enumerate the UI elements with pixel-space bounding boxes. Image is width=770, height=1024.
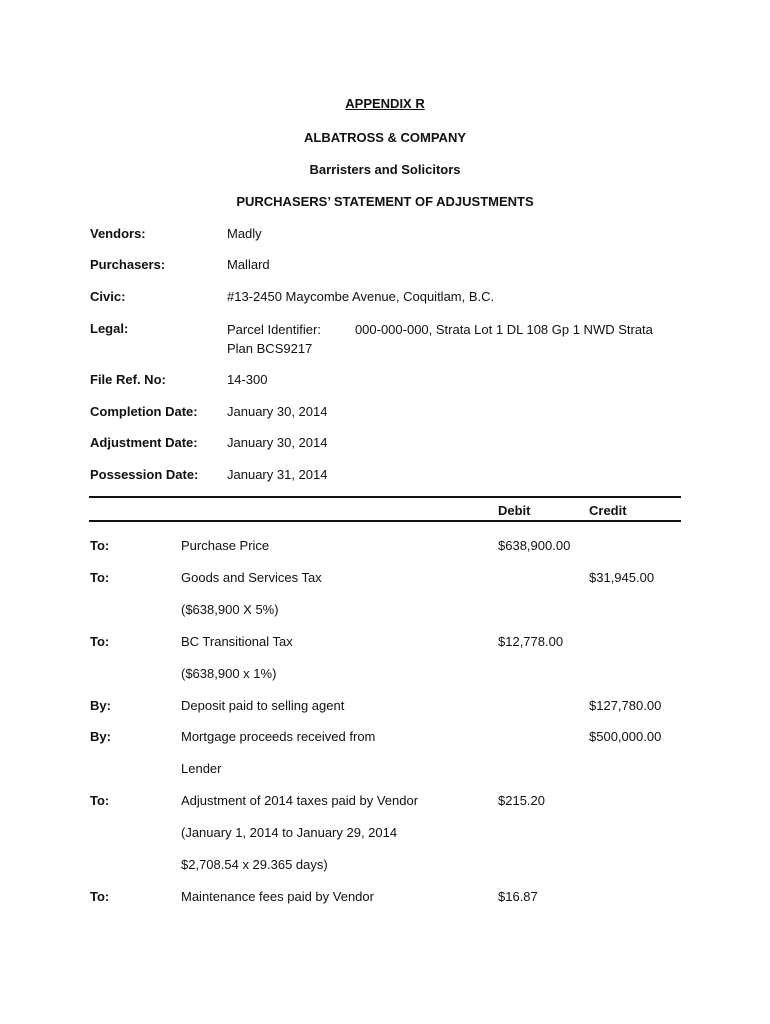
row-description: ($638,900 x 1%) — [181, 666, 277, 681]
row-description: Deposit paid to selling agent — [181, 698, 345, 713]
table-header-rule — [89, 520, 681, 522]
row-debit: $16.87 — [498, 889, 538, 904]
legal-value — [227, 320, 677, 358]
possession-date-label: Possession Date: — [90, 467, 199, 482]
row-type: By: — [90, 698, 111, 713]
row-type: To: — [90, 538, 110, 553]
row-debit: $215.20 — [498, 793, 545, 808]
debit-header: Debit — [498, 503, 531, 518]
statement-title: PURCHASERS’ STATEMENT OF ADJUSTMENTS — [236, 194, 534, 209]
row-description: Lender — [181, 761, 222, 776]
legal-pid-label: Parcel Identifier: — [227, 322, 321, 337]
row-debit: $638,900.00 — [498, 538, 571, 553]
row-type: To: — [90, 793, 110, 808]
legal-pid-value: 000-000-000, Strata Lot 1 DL 108 Gp 1 NWD Strata Plan BCS9217 — [227, 322, 653, 356]
row-type: By: — [90, 729, 111, 744]
row-credit: $500,000.00 — [589, 729, 662, 744]
possession-date-value: January 31, 2014 — [227, 467, 328, 482]
firm-name: ALBATROSS & COMPANY — [303, 130, 467, 145]
legal-label: Legal: — [90, 321, 129, 336]
row-credit: $31,945.00 — [589, 570, 655, 585]
row-description: Goods and Services Tax — [181, 570, 322, 585]
row-description: $2,708.54 x 29.365 days) — [181, 857, 328, 872]
purchasers-value: Mallard — [227, 257, 270, 272]
row-type: To: — [90, 634, 110, 649]
row-credit: $127,780.00 — [589, 698, 662, 713]
vendors-value: Madly — [227, 226, 262, 241]
purchasers-label: Purchasers: — [90, 257, 166, 272]
credit-header: Credit — [589, 503, 627, 518]
completion-date-value: January 30, 2014 — [227, 404, 328, 419]
row-description: Adjustment of 2014 taxes paid by Vendor — [181, 793, 419, 808]
row-description: Purchase Price — [181, 538, 270, 553]
row-description: Maintenance fees paid by Vendor — [181, 889, 374, 904]
civic-value: #13-2450 Maycombe Avenue, Coquitlam, B.C. — [227, 289, 495, 304]
firm-subtitle: Barristers and Solicitors — [309, 162, 461, 177]
row-debit: $12,778.00 — [498, 634, 564, 649]
row-type: To: — [90, 570, 110, 585]
row-description: ($638,900 X 5%) — [181, 602, 279, 617]
file-ref-value: 14-300 — [227, 372, 268, 387]
completion-date-label: Completion Date: — [90, 404, 198, 419]
row-description: (January 1, 2014 to January 29, 2014 — [181, 825, 398, 840]
appendix-title: APPENDIX R — [345, 96, 425, 111]
row-description: BC Transitional Tax — [181, 634, 293, 649]
adjustment-date-value: January 30, 2014 — [227, 435, 328, 450]
row-type: To: — [90, 889, 110, 904]
row-description: Mortgage proceeds received from — [181, 729, 376, 744]
civic-label: Civic: — [90, 289, 126, 304]
adjustment-date-label: Adjustment Date: — [90, 435, 198, 450]
table-top-rule — [89, 496, 681, 498]
file-ref-label: File Ref. No: — [90, 372, 166, 387]
vendors-label: Vendors: — [90, 226, 146, 241]
